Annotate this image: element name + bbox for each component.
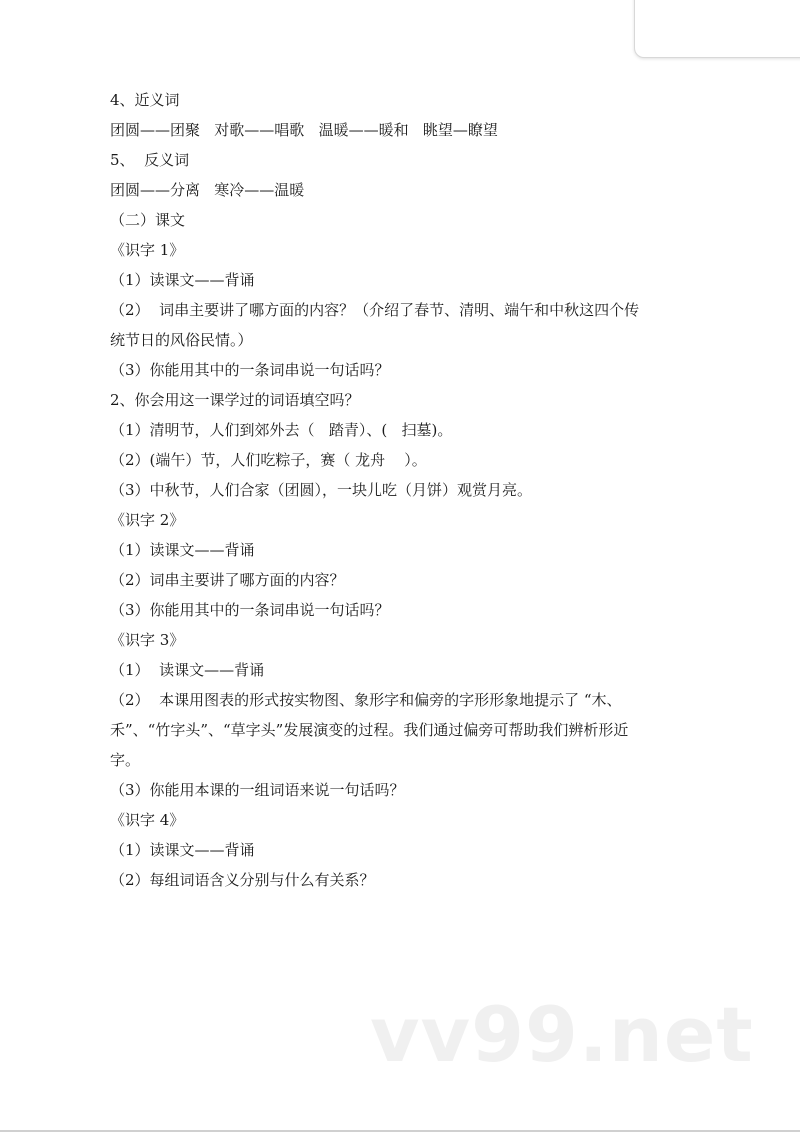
section-heading-texts: （二）课文 xyxy=(110,211,186,229)
fill-blank-heading: 2、你会用这一课学过的词语填空吗？ xyxy=(110,391,360,409)
fill-blank-item-3: （3）中秋节，人们合家（团圆），一块儿吃（月饼）观赏月亮。 xyxy=(110,481,533,499)
lesson2-item-2: （2）词串主要讲了哪方面的内容？ xyxy=(110,571,345,589)
section-heading-antonyms: 5、 反义词 xyxy=(110,151,190,169)
page-bottom-divider xyxy=(0,1130,800,1132)
fill-blank-item-2: （2）(端午）节，人们吃粽子，赛（ 龙舟 ）。 xyxy=(110,451,427,469)
antonym-pairs: 团圆——分离 寒冷——温暖 xyxy=(110,181,305,199)
lesson-title-4: 《识字 4》 xyxy=(110,811,185,829)
page-corner-tab xyxy=(634,0,800,58)
lesson4-item-1: （1）读课文——背诵 xyxy=(110,841,255,859)
lesson3-item-1: （1） 读课文——背诵 xyxy=(110,661,265,679)
lesson-title-1: 《识字 1》 xyxy=(110,241,185,259)
lesson1-item-2: （2） 词串主要讲了哪方面的内容？（介绍了春节、清明、端午和中秋这四个传 xyxy=(110,301,640,319)
section-heading-synonyms: 4、近义词 xyxy=(110,91,180,109)
lesson3-item-2-cont: 禾”、“竹字头”、“草字头”发展演变的过程。我们通过偏旁可帮助我们辨析形近 xyxy=(110,721,629,739)
lesson1-item-1: （1）读课文——背诵 xyxy=(110,271,255,289)
lesson1-item-2-cont: 统节日的风俗民情。） xyxy=(110,331,253,349)
watermark: vv99.net xyxy=(370,990,754,1079)
lesson3-item-3: （3）你能用本课的一组词语来说一句话吗？ xyxy=(110,781,405,799)
lesson2-item-3: （3）你能用其中的一条词串说一句话吗？ xyxy=(110,601,390,619)
lesson3-item-2-end: 字。 xyxy=(110,751,141,769)
lesson-title-2: 《识字 2》 xyxy=(110,511,185,529)
fill-blank-item-1: （1）清明节，人们到郊外去（ 踏青）、( 扫墓)。 xyxy=(110,421,453,439)
lesson3-item-2: （2） 本课用图表的形式按实物图、象形字和偏旁的字形形象地提示了 “木、 xyxy=(110,691,622,709)
lesson1-item-3: （3）你能用其中的一条词串说一句话吗？ xyxy=(110,361,390,379)
lesson2-item-1: （1）读课文——背诵 xyxy=(110,541,255,559)
lesson-title-3: 《识字 3》 xyxy=(110,631,185,649)
synonym-pairs: 团圆——团聚 对歌——唱歌 温暖——暖和 眺望—瞭望 xyxy=(110,121,498,139)
lesson4-item-2: （2）每组词语含义分别与什么有关系？ xyxy=(110,871,375,889)
